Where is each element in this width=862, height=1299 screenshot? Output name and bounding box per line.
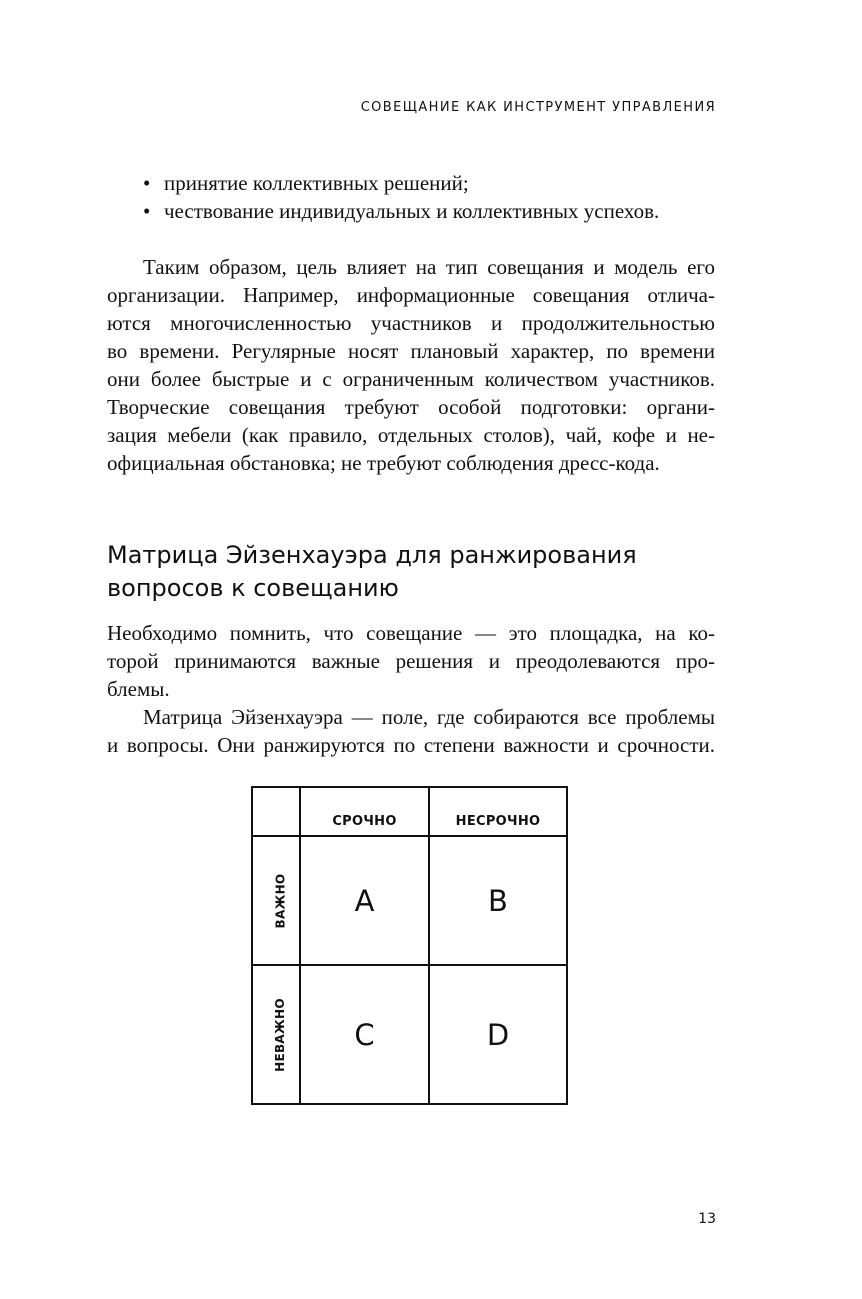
text-line: Таким образом, цель влияет на тип совещания и модель его <box>143 255 715 279</box>
running-header: СОВЕЩАНИЕ КАК ИНСТРУМЕНТ УПРАВЛЕНИЯ <box>360 100 716 115</box>
quadrant-d: D <box>486 1017 510 1052</box>
section-heading <box>107 539 727 605</box>
bullet-list <box>140 169 740 225</box>
text-line: Матрица Эйзенхауэра — поле, где собираются все проблемы <box>143 705 715 729</box>
text-line: они более быстрые и с ограниченным количеством участников. <box>107 367 715 391</box>
list-item-text: чествование индивидуальных и коллективных успехов. <box>164 199 660 223</box>
row-header-important-label: ВАЖНО <box>273 873 287 928</box>
column-header-urgent: СРОЧНО <box>332 813 397 829</box>
quadrant-c: C <box>354 1017 375 1052</box>
text-line: и вопросы. Они ранжируются по степени важности и срочности. <box>107 733 715 757</box>
paragraph-matrix-intro <box>107 703 715 759</box>
quadrant-a: A <box>354 883 375 918</box>
text-line: Необходимо помнить, что совещание — это площадка, на ко- <box>107 621 715 645</box>
text-line: торой принимаются важные решения и преодолеваются про- <box>107 649 715 673</box>
text-line: блемы. <box>107 677 170 701</box>
heading-line: вопросов к совещанию <box>107 574 399 602</box>
list-item-text: принятие коллективных решений; <box>164 171 469 195</box>
text-line: ются многочисленностью участников и продолжительностью <box>107 311 715 335</box>
text-line: Творческие совещания требуют особой подготовки: органи- <box>107 395 715 419</box>
list-item <box>140 197 740 225</box>
page-number: 13 <box>698 1211 716 1227</box>
heading-line: Матрица Эйзенхауэра для ранжирования <box>107 541 637 569</box>
text-line: организации. Например, информационные совещания отлича- <box>107 283 715 307</box>
row-header-not-important <box>261 966 299 1103</box>
bullet-marker: • <box>143 171 151 195</box>
row-header-important <box>261 837 299 964</box>
paragraph-meeting-types <box>107 253 715 477</box>
text-line: во времени. Регулярные носят плановый характер, по времени <box>107 339 715 363</box>
text-line: официальная обстановка; не требуют соблюдения дресс-кода. <box>107 451 660 475</box>
paragraph-meeting-platform <box>107 619 715 703</box>
bullet-marker: • <box>143 199 151 223</box>
list-item <box>140 169 740 197</box>
text-line: зация мебели (как правило, отдельных столов), чай, кофе и не- <box>107 423 715 447</box>
row-header-not-important-label: НЕВАЖНО <box>273 997 287 1072</box>
quadrant-b: B <box>488 883 508 918</box>
column-header-not-urgent: НЕСРОЧНО <box>455 813 541 829</box>
eisenhower-matrix <box>251 786 568 1105</box>
